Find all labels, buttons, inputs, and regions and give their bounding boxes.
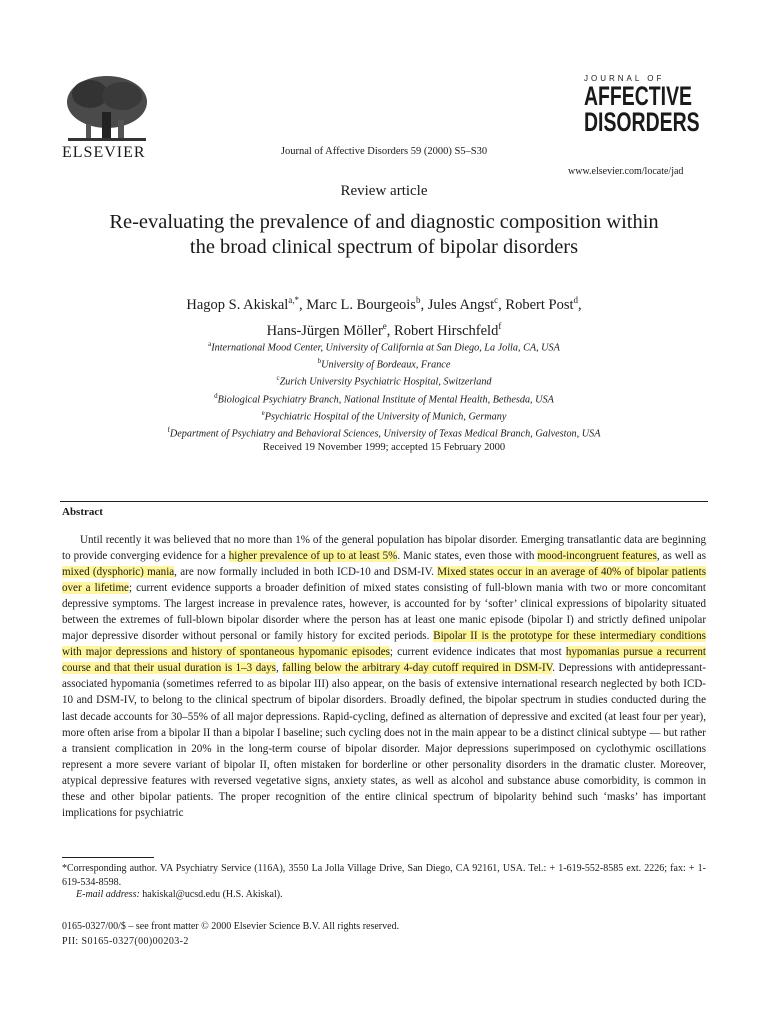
affiliation-item (60, 424, 708, 441)
copyright-line: 0165-0327/00/$ – see front matter © 2000 Elsevier Science B.V. All rights reserved. (62, 921, 400, 932)
journal-url[interactable]: www.elsevier.com/locate/jad (568, 166, 684, 177)
author-affiliation-mark: e (382, 320, 387, 331)
article-title (60, 210, 708, 260)
corresponding-author-note: *Corresponding author. VA Psychiatry Service (116A), 3550 La Jolla Village Drive, San Diego, CA 92161, USA. Tel.: + 1-619-552-8585 ext. 2226; fax: + 1-619-534-8598. (62, 863, 706, 888)
affiliation-text: Department of Psychiatry and Behavioral Sciences, University of Texas Medical Branch, Galveston, USA (169, 428, 601, 440)
journal-logo-line3: DISORDERS (584, 107, 700, 137)
article-title-line1: Re-evaluating the prevalence of and diagnostic composition within (109, 211, 659, 233)
abstract-text: ; current evidence supports a broader definition of mixed states consisting of full-blown mania with two or more concomitant depressive symptoms. The largest increase in prevalence rates, however, is accounted for by ‘softer’ clinical expressions of bipolarity situated between the extremes of full-blown bipolar disorder where the person has at least one manic episode (bipolar I) and strictly defined unipolar major depressive disorder without personal or family history for excited periods. (62, 582, 706, 643)
author-list (60, 290, 708, 342)
author-affiliation-mark: c (494, 295, 499, 305)
affiliation-mark: d (214, 391, 218, 400)
affiliation-mark: e (261, 408, 265, 417)
author-separator: , (578, 296, 582, 313)
article-type: Review article (340, 183, 428, 199)
author-affiliation-mark: a,* (288, 295, 300, 305)
author-separator: , (299, 296, 307, 313)
affiliation-item (60, 407, 708, 424)
affiliation-item (60, 355, 708, 372)
highlighted-text: falling below the arbitrary 4-day cutoff required in DSM-IV (282, 662, 553, 675)
affiliation-mark: b (317, 357, 322, 366)
highlighted-text: Mixed states occur in an average of 40% of bipolar patients over a lifetime (62, 566, 706, 595)
author-separator: , (420, 296, 428, 313)
abstract-text: , as well as (656, 550, 706, 563)
affiliation-mark: f (167, 425, 170, 434)
author-affiliation-mark: f (498, 320, 502, 331)
highlighted-text: mood-incongruent features (537, 550, 657, 563)
journal-logo-line2: AFFECTIVE (584, 81, 693, 111)
abstract-text: , are now formally included in both ICD-10 and DSM-IV. (174, 566, 438, 579)
author-line-1 (60, 290, 708, 316)
highlighted-text: higher prevalence of up to at least 5% (228, 550, 398, 563)
author-affiliation-mark: b (415, 295, 421, 305)
abstract-text: , (275, 662, 283, 675)
author-name: Robert Hirschfeld (394, 322, 499, 339)
affiliation-text: International Mood Center, University of California at San Diego, La Jolla, CA, USA (211, 342, 560, 354)
highlighted-text: mixed (dysphoric) mania (62, 566, 175, 579)
author-name: Hans-Jürgen Möller (266, 322, 383, 339)
abstract-text: . Manic states, even those with (397, 550, 538, 563)
email-address[interactable]: hakiskal@ucsd.edu (H.S. Akiskal). (139, 889, 283, 900)
author-name: Robert Post (505, 296, 574, 313)
received-dates: Received 19 November 1999; accepted 15 February 2000 (262, 442, 506, 453)
email-note (76, 889, 283, 900)
author-name: Hagop S. Akiskal (186, 296, 289, 313)
affiliation-item (60, 372, 708, 389)
affiliation-list (60, 338, 708, 441)
affiliation-text: Psychiatric Hospital of the University of Munich, Germany (264, 411, 507, 423)
abstract-text: . Depressions with antidepressant-associated hypomania (sometimes referred to as bipolar III) also appear, on the basis of extensive international research neglected by both ICD-10 and DSM-IV, to belong to the clinical spectrum of bipolar disorders. Broadly defined, the bipolar spectrum in studies conducted during the last decade accounts for 30–55% of all major depressions. Rapid-cycling, defined as alternation of depressive and excited (at least four per year), more often arise from a bipolar II than a bipolar I baseline; such cycling does not in the main appear to be a distinct clinical subtype — but rather a transient complication in 20% in the long-term course of bipolar disorder. Major depressions superimposed on cyclothymic oscillations represent a more severe variant of bipolar II, often mistaken for borderline or other personality disorders in the dramatic cluster. Moreover, atypical depressive features with reversed vegetative signs, anxiety states, as well as alcohol and substance abuse comorbidity, is common in these and other bipolar patients. The proper recognition of the entire clinical spectrum of bipolarity behind such ‘masks’ has important implications for psychiatric (62, 662, 707, 819)
author-name: Marc L. Bourgeois (306, 296, 416, 313)
journal-citation: Journal of Affective Disorders 59 (2000) S5–S30 (280, 146, 488, 157)
author-separator: , (386, 322, 395, 339)
abstract-text: Until recently it was believed that no more than 1% of the general population has bipolar disorder. Emerging transatlantic data are beginning to provide converging evidence for a (62, 534, 706, 563)
abstract-body (62, 532, 706, 821)
affiliation-item (60, 338, 708, 355)
affiliation-item (60, 390, 708, 407)
author-name: Jules Angst (427, 296, 495, 313)
author-affiliation-mark: d (573, 295, 578, 305)
article-title-line2: the broad clinical spectrum of bipolar disorders (189, 236, 579, 258)
author-separator: , (498, 296, 506, 313)
abstract-text: ; current evidence indicates that most (389, 646, 566, 659)
affiliation-mark: c (276, 374, 280, 383)
abstract-heading: Abstract (62, 506, 103, 518)
affiliation-text: Zurich University Psychiatric Hospital, Switzerland (279, 376, 492, 388)
highlighted-text: hypomanias pursue a recurrent course and that their usual duration is 1–3 days (62, 646, 706, 675)
journal-logo-line1: JOURNAL OF (584, 74, 665, 83)
email-label: E-mail address: (76, 889, 140, 900)
section-divider (60, 501, 708, 502)
affiliation-text: University of Bordeaux, France (321, 359, 451, 371)
affiliation-text: Biological Psychiatry Branch, National Institute of Mental Health, Bethesda, USA (217, 393, 554, 405)
publisher-name: ELSEVIER (62, 144, 146, 161)
highlighted-text: Bipolar II is the prototype for these intermediary conditions with major depressions and history of spontaneous hypomanic episodes (62, 630, 706, 659)
journal-logo (584, 74, 708, 135)
footnote-divider (62, 857, 154, 858)
affiliation-mark: a (208, 340, 212, 348)
pii-line: PII: S0165-0327(00)00203-2 (62, 936, 189, 947)
